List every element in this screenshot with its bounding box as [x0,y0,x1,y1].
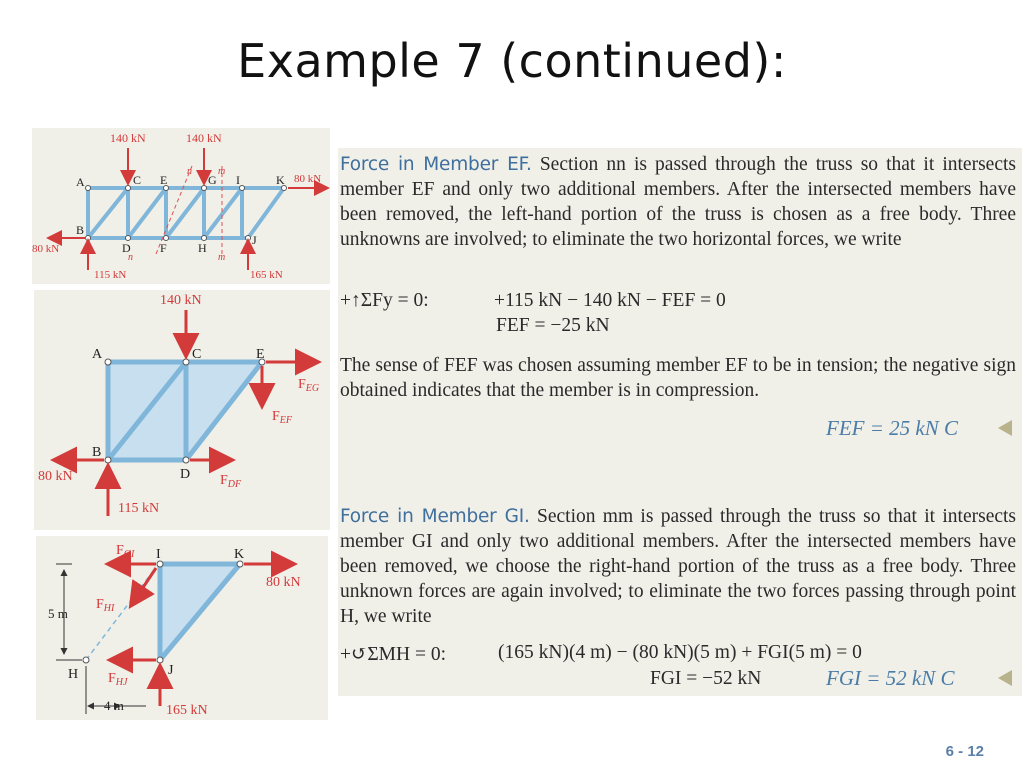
node-A: A [76,175,85,189]
node-J: J [252,233,257,247]
node-G: G [208,173,217,187]
gi-paragraph [340,504,1016,629]
gi-answer-marker [998,670,1012,686]
fb-left-reaction-vertical: 115 kN [118,501,160,516]
node-I: I [236,173,240,187]
node-D: D [122,241,131,255]
fb-right-force-FGI: $F_{GI}$ [116,543,135,560]
ef-answer: FEF = 25 kN C [826,416,958,440]
section-m-bottom: m [218,252,226,263]
page-number: 6 - 12 [945,743,984,760]
load-label-1: 140 kN [110,131,146,145]
fb-right-force-FHI: $F_{HI}$ [96,597,115,614]
solution-text-panel [338,148,1022,696]
fb-left-load: 140 kN [160,293,202,308]
fb-left-force-FDF: $F_{DF}$ [220,473,242,490]
node-K: K [276,173,285,187]
left-free-body-figure [34,290,330,530]
reaction-right-horizontal: 80 kN [294,173,322,185]
gi-answer: FGI = 52 kN C [826,666,955,690]
load-label-2: 140 kN [186,131,222,145]
ef-eq2: FEF = −25 kN [496,315,610,336]
fb-left-force-FEG: $F_{EG}$ [298,377,320,394]
fb-left-reaction-horizontal: 80 kN [38,469,73,484]
fb-left-node-A: A [92,347,103,362]
dim-vertical-label: 5 m [48,606,68,621]
gi-eq1-rhs: (165 kN)(4 m) − (80 kN)(5 m) + FGI(5 m) = 0 [498,642,862,663]
section-n-top: n [187,166,192,177]
fb-right-force-FHJ: $F_{HJ}$ [108,671,128,688]
fb-left-node-E: E [256,347,265,362]
fb-right-node-K: K [234,547,245,562]
dim-horizontal-label: 4 m [104,698,124,713]
gi-heading: Force in Member GI. [340,506,530,527]
right-free-body-figure [36,536,328,720]
fb-right-node-J: J [168,663,174,678]
fb-right-node-I: I [156,547,161,562]
node-H: H [198,241,207,255]
truss-overview-figure [32,128,330,284]
reaction-left-horizontal: 80 kN [32,243,60,255]
ef-heading: Force in Member EF. [340,154,532,175]
section-n-bottom: n [128,252,133,263]
fb-left-node-C: C [192,347,202,362]
fb-left-node-D: D [180,467,191,482]
truss-members [88,188,284,238]
fb-right-load: 80 kN [266,575,301,590]
ef-eq1-rhs: +115 kN − 140 kN − FEF = 0 [494,290,726,311]
fb-right-reaction: 165 kN [166,703,208,718]
ef-body: Section nn is passed through the truss so that it intersects member EF and only two additional members. After the intersected members have been removed, the left-hand portion of the truss is chosen as a free body. Three unknowns are involved; to eliminate the two horizontal forces, we write [340,154,1016,250]
fb-left-force-FEF: $F_{EF}$ [272,409,293,426]
fb-left-node-B: B [92,445,102,460]
ef-paragraph [340,152,1016,252]
node-E: E [160,173,168,187]
ef-answer-marker [998,420,1012,436]
gi-eq1-lhs: +↺ΣMH = 0: [340,644,447,665]
reaction-right-vertical: 165 kN [250,269,283,281]
reaction-left-vertical: 115 kN [94,269,127,281]
node-C: C [133,173,142,187]
ef-eq1-lhs: +↑ΣFy = 0: [340,290,429,311]
gi-eq2: FGI = −52 kN [650,668,762,689]
node-B: B [76,223,85,237]
gi-body: Section mm is passed through the truss so that it intersects member GI and only two additional members. After the intersected members have been removed, we choose the right-hand portion of the truss as a free body. Three unknown forces are again involved; to eliminate the two forces passing through point H, we write [340,506,1017,627]
section-m-top: m [218,166,226,177]
fb-right-node-H: H [68,667,79,682]
slide-title: Example 7 (continued): [237,34,787,88]
ef-sense-text: The sense of FEF was chosen assuming member EF to be in tension; the negative sign obtained indicates that the member is in compression. [340,355,1016,401]
node-F: F [160,241,167,255]
